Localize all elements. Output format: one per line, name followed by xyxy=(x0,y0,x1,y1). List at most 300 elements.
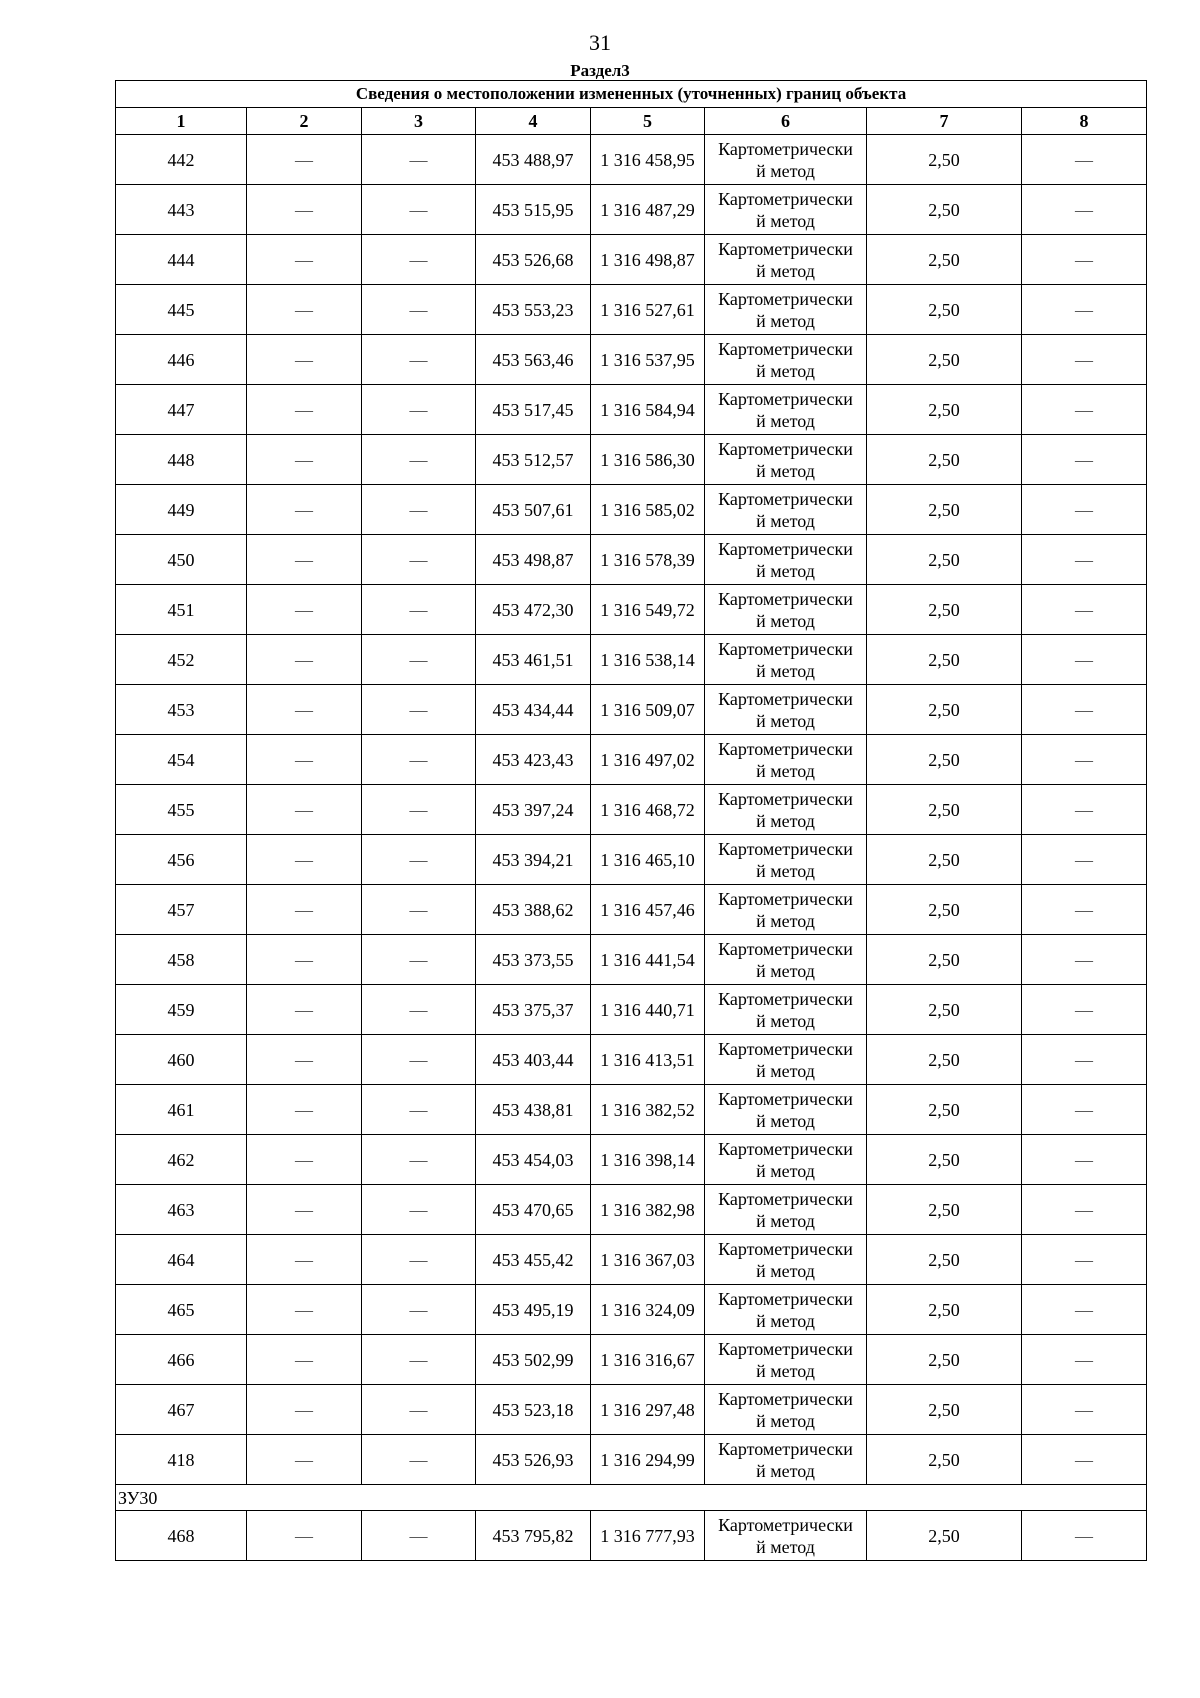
accuracy-cell: 2,50 xyxy=(867,1135,1022,1185)
method-line: й метод xyxy=(756,1360,815,1381)
point-number-cell: 449 xyxy=(116,485,247,535)
empty-dash-cell: — xyxy=(1022,1435,1147,1485)
y-coordinate-cell: 1 316 440,71 xyxy=(591,985,705,1035)
empty-dash-cell: — xyxy=(362,1235,476,1285)
table-row xyxy=(116,485,1147,535)
y-coordinate-cell: 1 316 584,94 xyxy=(591,385,705,435)
method-cell xyxy=(705,835,867,885)
y-coordinate-cell: 1 316 487,29 xyxy=(591,185,705,235)
empty-dash-cell: — xyxy=(362,935,476,985)
empty-dash-cell: — xyxy=(247,1035,362,1085)
method-cell xyxy=(705,535,867,585)
y-coordinate-cell: 1 316 497,02 xyxy=(591,735,705,785)
accuracy-cell: 2,50 xyxy=(867,135,1022,185)
column-header: 3 xyxy=(362,108,476,135)
table-row xyxy=(116,835,1147,885)
y-coordinate-cell: 1 316 367,03 xyxy=(591,1235,705,1285)
table-row xyxy=(116,335,1147,385)
x-coordinate-cell: 453 470,65 xyxy=(476,1185,591,1235)
empty-dash-cell: — xyxy=(362,835,476,885)
table-row xyxy=(116,735,1147,785)
x-coordinate-cell: 453 373,55 xyxy=(476,935,591,985)
method-line: й метод xyxy=(756,160,815,181)
empty-dash-cell: — xyxy=(362,635,476,685)
empty-dash-cell: — xyxy=(247,485,362,535)
table-row xyxy=(116,1335,1147,1385)
empty-dash-cell: — xyxy=(1022,785,1147,835)
empty-dash-cell: — xyxy=(362,285,476,335)
y-coordinate-cell: 1 316 294,99 xyxy=(591,1435,705,1485)
accuracy-cell: 2,50 xyxy=(867,785,1022,835)
empty-dash-cell: — xyxy=(247,835,362,885)
accuracy-cell: 2,50 xyxy=(867,885,1022,935)
accuracy-cell: 2,50 xyxy=(867,685,1022,735)
empty-dash-cell: — xyxy=(247,185,362,235)
y-coordinate-cell: 1 316 297,48 xyxy=(591,1385,705,1435)
table-caption: Сведения о местоположении измененных (уточненных) границ объекта xyxy=(116,81,1147,108)
x-coordinate-cell: 453 423,43 xyxy=(476,735,591,785)
x-coordinate-cell: 453 795,82 xyxy=(476,1511,591,1561)
empty-dash-cell: — xyxy=(362,585,476,635)
method-cell xyxy=(705,735,867,785)
method-line: Картометрически xyxy=(718,638,853,659)
table-row xyxy=(116,185,1147,235)
empty-dash-cell: — xyxy=(1022,985,1147,1035)
method-cell xyxy=(705,1085,867,1135)
y-coordinate-cell: 1 316 457,46 xyxy=(591,885,705,935)
table-row xyxy=(116,1285,1147,1335)
empty-dash-cell: — xyxy=(362,1435,476,1485)
empty-dash-cell: — xyxy=(362,1185,476,1235)
empty-dash-cell: — xyxy=(247,735,362,785)
empty-dash-cell: — xyxy=(247,435,362,485)
y-coordinate-cell: 1 316 382,52 xyxy=(591,1085,705,1135)
empty-dash-cell: — xyxy=(362,135,476,185)
accuracy-cell: 2,50 xyxy=(867,1511,1022,1561)
method-cell xyxy=(705,1335,867,1385)
empty-dash-cell: — xyxy=(1022,1285,1147,1335)
method-cell xyxy=(705,285,867,335)
table-row xyxy=(116,1235,1147,1285)
y-coordinate-cell: 1 316 458,95 xyxy=(591,135,705,185)
table-row xyxy=(116,1185,1147,1235)
point-number-cell: 459 xyxy=(116,985,247,1035)
y-coordinate-cell: 1 316 498,87 xyxy=(591,235,705,285)
point-number-cell: 444 xyxy=(116,235,247,285)
empty-dash-cell: — xyxy=(362,885,476,935)
method-line: Картометрически xyxy=(718,1038,853,1059)
y-coordinate-cell: 1 316 316,67 xyxy=(591,1335,705,1385)
table-row xyxy=(116,1085,1147,1135)
point-number-cell: 467 xyxy=(116,1385,247,1435)
point-number-cell: 453 xyxy=(116,685,247,735)
point-number-cell: 455 xyxy=(116,785,247,835)
method-line: й метод xyxy=(756,510,815,531)
method-line: Картометрически xyxy=(718,788,853,809)
y-coordinate-cell: 1 316 538,14 xyxy=(591,635,705,685)
table-row xyxy=(116,385,1147,435)
method-cell xyxy=(705,1511,867,1561)
method-line: Картометрически xyxy=(718,1514,853,1535)
accuracy-cell: 2,50 xyxy=(867,235,1022,285)
table-row xyxy=(116,1135,1147,1185)
method-line: й метод xyxy=(756,1536,815,1557)
x-coordinate-cell: 453 512,57 xyxy=(476,435,591,485)
method-line: Картометрически xyxy=(718,588,853,609)
group-row xyxy=(116,1485,1147,1511)
method-cell xyxy=(705,485,867,535)
empty-dash-cell: — xyxy=(247,585,362,635)
method-line: й метод xyxy=(756,960,815,981)
method-line: й метод xyxy=(756,1160,815,1181)
y-coordinate-cell: 1 316 777,93 xyxy=(591,1511,705,1561)
method-cell xyxy=(705,585,867,635)
accuracy-cell: 2,50 xyxy=(867,535,1022,585)
empty-dash-cell: — xyxy=(1022,735,1147,785)
empty-dash-cell: — xyxy=(362,235,476,285)
empty-dash-cell: — xyxy=(1022,1035,1147,1085)
x-coordinate-cell: 453 454,03 xyxy=(476,1135,591,1185)
empty-dash-cell: — xyxy=(362,385,476,435)
empty-dash-cell: — xyxy=(1022,1235,1147,1285)
method-line: Картометрически xyxy=(718,188,853,209)
empty-dash-cell: — xyxy=(362,785,476,835)
method-cell xyxy=(705,785,867,835)
method-line: й метод xyxy=(756,310,815,331)
empty-dash-cell: — xyxy=(1022,535,1147,585)
empty-dash-cell: — xyxy=(1022,235,1147,285)
method-line: й метод xyxy=(756,560,815,581)
x-coordinate-cell: 453 488,97 xyxy=(476,135,591,185)
x-coordinate-cell: 453 507,61 xyxy=(476,485,591,535)
method-line: й метод xyxy=(756,360,815,381)
method-line: Картометрически xyxy=(718,688,853,709)
point-number-cell: 466 xyxy=(116,1335,247,1385)
empty-dash-cell: — xyxy=(1022,335,1147,385)
accuracy-cell: 2,50 xyxy=(867,1035,1022,1085)
column-header: 8 xyxy=(1022,108,1147,135)
x-coordinate-cell: 453 397,24 xyxy=(476,785,591,835)
point-number-cell: 461 xyxy=(116,1085,247,1135)
accuracy-cell: 2,50 xyxy=(867,335,1022,385)
x-coordinate-cell: 453 495,19 xyxy=(476,1285,591,1335)
table-row xyxy=(116,985,1147,1035)
y-coordinate-cell: 1 316 537,95 xyxy=(591,335,705,385)
method-line: й метод xyxy=(756,860,815,881)
accuracy-cell: 2,50 xyxy=(867,1085,1022,1135)
y-coordinate-cell: 1 316 578,39 xyxy=(591,535,705,585)
table-row xyxy=(116,1385,1147,1435)
method-line: й метод xyxy=(756,760,815,781)
method-line: Картометрически xyxy=(718,488,853,509)
method-line: Картометрически xyxy=(718,1388,853,1409)
y-coordinate-cell: 1 316 468,72 xyxy=(591,785,705,835)
point-number-cell: 454 xyxy=(116,735,247,785)
x-coordinate-cell: 453 434,44 xyxy=(476,685,591,735)
accuracy-cell: 2,50 xyxy=(867,1385,1022,1435)
empty-dash-cell: — xyxy=(362,1511,476,1561)
empty-dash-cell: — xyxy=(362,985,476,1035)
x-coordinate-cell: 453 517,45 xyxy=(476,385,591,435)
method-line: Картометрически xyxy=(718,1288,853,1309)
empty-dash-cell: — xyxy=(1022,1135,1147,1185)
point-number-cell: 443 xyxy=(116,185,247,235)
method-line: й метод xyxy=(756,1060,815,1081)
method-line: й метод xyxy=(756,410,815,431)
point-number-cell: 451 xyxy=(116,585,247,635)
method-line: Картометрически xyxy=(718,1188,853,1209)
x-coordinate-cell: 453 388,62 xyxy=(476,885,591,935)
empty-dash-cell: — xyxy=(1022,385,1147,435)
empty-dash-cell: — xyxy=(362,1285,476,1335)
coordinates-table xyxy=(115,80,1147,1561)
method-cell xyxy=(705,185,867,235)
empty-dash-cell: — xyxy=(247,685,362,735)
x-coordinate-cell: 453 523,18 xyxy=(476,1385,591,1435)
x-coordinate-cell: 453 526,93 xyxy=(476,1435,591,1485)
accuracy-cell: 2,50 xyxy=(867,585,1022,635)
method-line: й метод xyxy=(756,610,815,631)
x-coordinate-cell: 453 498,87 xyxy=(476,535,591,585)
accuracy-cell: 2,50 xyxy=(867,285,1022,335)
empty-dash-cell: — xyxy=(362,735,476,785)
method-line: Картометрически xyxy=(718,1088,853,1109)
method-cell xyxy=(705,1235,867,1285)
table-row xyxy=(116,235,1147,285)
method-line: Картометрически xyxy=(718,838,853,859)
page-number: 31 xyxy=(589,30,611,55)
method-line: й метод xyxy=(756,1210,815,1231)
y-coordinate-cell: 1 316 527,61 xyxy=(591,285,705,335)
empty-dash-cell: — xyxy=(247,1285,362,1335)
empty-dash-cell: — xyxy=(1022,585,1147,635)
y-coordinate-cell: 1 316 398,14 xyxy=(591,1135,705,1185)
y-coordinate-cell: 1 316 465,10 xyxy=(591,835,705,885)
accuracy-cell: 2,50 xyxy=(867,1185,1022,1235)
table-row xyxy=(116,685,1147,735)
method-line: Картометрически xyxy=(718,288,853,309)
method-cell xyxy=(705,1435,867,1485)
empty-dash-cell: — xyxy=(247,1085,362,1135)
point-number-cell: 445 xyxy=(116,285,247,335)
x-coordinate-cell: 453 472,30 xyxy=(476,585,591,635)
y-coordinate-cell: 1 316 509,07 xyxy=(591,685,705,735)
method-line: й метод xyxy=(756,1260,815,1281)
accuracy-cell: 2,50 xyxy=(867,435,1022,485)
empty-dash-cell: — xyxy=(247,1235,362,1285)
method-line: й метод xyxy=(756,1010,815,1031)
empty-dash-cell: — xyxy=(247,535,362,585)
point-number-cell: 456 xyxy=(116,835,247,885)
empty-dash-cell: — xyxy=(1022,885,1147,935)
empty-dash-cell: — xyxy=(1022,635,1147,685)
method-cell xyxy=(705,885,867,935)
table-row xyxy=(116,1435,1147,1485)
empty-dash-cell: — xyxy=(1022,1511,1147,1561)
column-header: 1 xyxy=(116,108,247,135)
table-row xyxy=(116,285,1147,335)
table-row xyxy=(116,1035,1147,1085)
x-coordinate-cell: 453 394,21 xyxy=(476,835,591,885)
method-cell xyxy=(705,1185,867,1235)
method-cell xyxy=(705,985,867,1035)
method-line: й метод xyxy=(756,460,815,481)
column-header: 2 xyxy=(247,108,362,135)
empty-dash-cell: — xyxy=(247,935,362,985)
x-coordinate-cell: 453 563,46 xyxy=(476,335,591,385)
x-coordinate-cell: 453 502,99 xyxy=(476,1335,591,1385)
empty-dash-cell: — xyxy=(247,1185,362,1235)
empty-dash-cell: — xyxy=(362,1085,476,1135)
y-coordinate-cell: 1 316 585,02 xyxy=(591,485,705,535)
accuracy-cell: 2,50 xyxy=(867,635,1022,685)
point-number-cell: 464 xyxy=(116,1235,247,1285)
empty-dash-cell: — xyxy=(362,1335,476,1385)
table-row xyxy=(116,785,1147,835)
empty-dash-cell: — xyxy=(1022,685,1147,735)
x-coordinate-cell: 453 526,68 xyxy=(476,235,591,285)
method-line: й метод xyxy=(756,810,815,831)
method-cell xyxy=(705,335,867,385)
empty-dash-cell: — xyxy=(247,785,362,835)
accuracy-cell: 2,50 xyxy=(867,485,1022,535)
method-line: й метод xyxy=(756,260,815,281)
point-number-cell: 446 xyxy=(116,335,247,385)
method-line: й метод xyxy=(756,1410,815,1431)
table-row xyxy=(116,635,1147,685)
method-line: Картометрически xyxy=(718,388,853,409)
method-cell xyxy=(705,235,867,285)
empty-dash-cell: — xyxy=(1022,485,1147,535)
point-number-cell: 458 xyxy=(116,935,247,985)
method-line: Картометрически xyxy=(718,338,853,359)
column-number-row xyxy=(116,108,1147,135)
y-coordinate-cell: 1 316 324,09 xyxy=(591,1285,705,1335)
method-line: Картометрически xyxy=(718,1338,853,1359)
accuracy-cell: 2,50 xyxy=(867,985,1022,1035)
method-line: Картометрически xyxy=(718,938,853,959)
table-row xyxy=(116,1511,1147,1561)
point-number-cell: 468 xyxy=(116,1511,247,1561)
empty-dash-cell: — xyxy=(362,435,476,485)
method-cell xyxy=(705,1135,867,1185)
accuracy-cell: 2,50 xyxy=(867,385,1022,435)
accuracy-cell: 2,50 xyxy=(867,835,1022,885)
x-coordinate-cell: 453 515,95 xyxy=(476,185,591,235)
x-coordinate-cell: 453 461,51 xyxy=(476,635,591,685)
table-row xyxy=(116,535,1147,585)
empty-dash-cell: — xyxy=(362,1135,476,1185)
table-caption-row xyxy=(116,81,1147,108)
accuracy-cell: 2,50 xyxy=(867,1335,1022,1385)
method-cell xyxy=(705,1285,867,1335)
empty-dash-cell: — xyxy=(1022,935,1147,985)
method-cell xyxy=(705,635,867,685)
method-line: Картометрически xyxy=(718,738,853,759)
column-header: 7 xyxy=(867,108,1022,135)
empty-dash-cell: — xyxy=(247,235,362,285)
empty-dash-cell: — xyxy=(247,635,362,685)
empty-dash-cell: — xyxy=(247,1335,362,1385)
method-line: й метод xyxy=(756,710,815,731)
empty-dash-cell: — xyxy=(247,985,362,1035)
x-coordinate-cell: 453 403,44 xyxy=(476,1035,591,1085)
accuracy-cell: 2,50 xyxy=(867,1435,1022,1485)
empty-dash-cell: — xyxy=(247,885,362,935)
method-cell xyxy=(705,435,867,485)
y-coordinate-cell: 1 316 413,51 xyxy=(591,1035,705,1085)
empty-dash-cell: — xyxy=(247,1135,362,1185)
column-header: 4 xyxy=(476,108,591,135)
method-line: Картометрически xyxy=(718,438,853,459)
accuracy-cell: 2,50 xyxy=(867,185,1022,235)
empty-dash-cell: — xyxy=(1022,835,1147,885)
method-line: Картометрически xyxy=(718,988,853,1009)
column-header: 6 xyxy=(705,108,867,135)
empty-dash-cell: — xyxy=(247,135,362,185)
method-cell xyxy=(705,685,867,735)
y-coordinate-cell: 1 316 382,98 xyxy=(591,1185,705,1235)
empty-dash-cell: — xyxy=(362,185,476,235)
point-number-cell: 447 xyxy=(116,385,247,435)
empty-dash-cell: — xyxy=(1022,435,1147,485)
table-row xyxy=(116,935,1147,985)
accuracy-cell: 2,50 xyxy=(867,1235,1022,1285)
y-coordinate-cell: 1 316 441,54 xyxy=(591,935,705,985)
empty-dash-cell: — xyxy=(247,1511,362,1561)
point-number-cell: 418 xyxy=(116,1435,247,1485)
method-line: й метод xyxy=(756,1310,815,1331)
point-number-cell: 442 xyxy=(116,135,247,185)
empty-dash-cell: — xyxy=(362,685,476,735)
empty-dash-cell: — xyxy=(362,1035,476,1085)
method-line: Картометрически xyxy=(718,888,853,909)
empty-dash-cell: — xyxy=(247,385,362,435)
empty-dash-cell: — xyxy=(1022,1335,1147,1385)
point-number-cell: 457 xyxy=(116,885,247,935)
method-line: й метод xyxy=(756,1460,815,1481)
accuracy-cell: 2,50 xyxy=(867,935,1022,985)
x-coordinate-cell: 453 438,81 xyxy=(476,1085,591,1135)
x-coordinate-cell: 453 553,23 xyxy=(476,285,591,335)
method-line: Картометрически xyxy=(718,1438,853,1459)
point-number-cell: 460 xyxy=(116,1035,247,1085)
empty-dash-cell: — xyxy=(1022,135,1147,185)
empty-dash-cell: — xyxy=(362,335,476,385)
method-line: Картометрически xyxy=(718,1138,853,1159)
point-number-cell: 450 xyxy=(116,535,247,585)
method-line: Картометрически xyxy=(718,1238,853,1259)
empty-dash-cell: — xyxy=(1022,1085,1147,1135)
group-label: ЗУ30 xyxy=(116,1485,1147,1511)
empty-dash-cell: — xyxy=(247,1435,362,1485)
accuracy-cell: 2,50 xyxy=(867,1285,1022,1335)
point-number-cell: 448 xyxy=(116,435,247,485)
table-row xyxy=(116,435,1147,485)
method-line: Картометрически xyxy=(718,538,853,559)
table-row xyxy=(116,135,1147,185)
method-line: Картометрически xyxy=(718,238,853,259)
empty-dash-cell: — xyxy=(1022,185,1147,235)
x-coordinate-cell: 453 375,37 xyxy=(476,985,591,1035)
table-row xyxy=(116,585,1147,635)
empty-dash-cell: — xyxy=(247,335,362,385)
empty-dash-cell: — xyxy=(247,1385,362,1435)
y-coordinate-cell: 1 316 586,30 xyxy=(591,435,705,485)
point-number-cell: 465 xyxy=(116,1285,247,1335)
empty-dash-cell: — xyxy=(247,285,362,335)
empty-dash-cell: — xyxy=(362,535,476,585)
